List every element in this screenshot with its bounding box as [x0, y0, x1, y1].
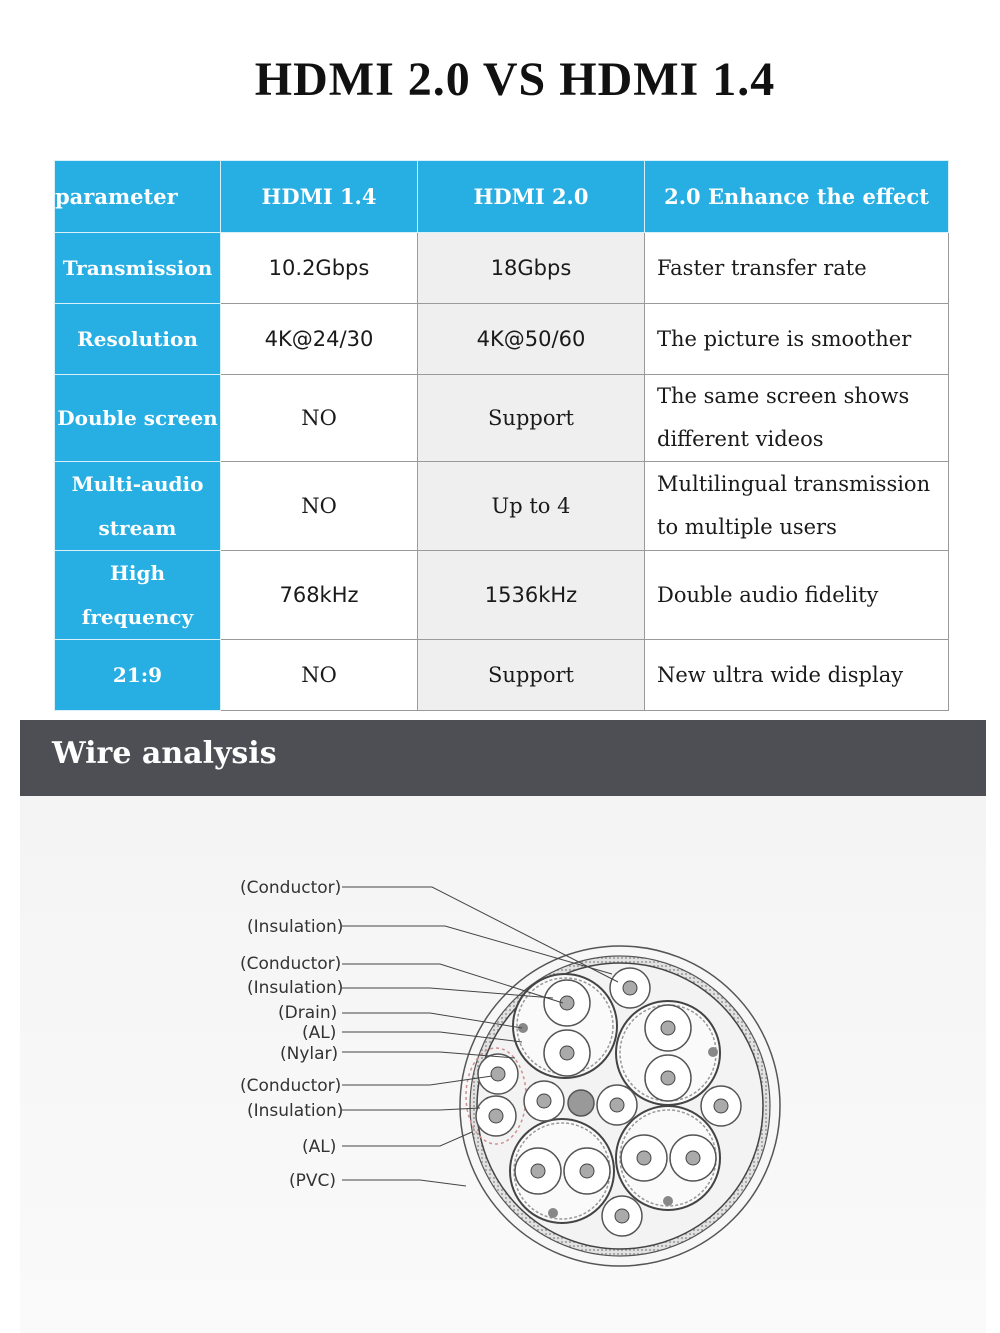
header-parameter: parameter [55, 161, 221, 233]
section-banner [20, 720, 986, 796]
hdmi14-value: 4K@24/30 [221, 304, 418, 375]
label-pvc: (PVC) [289, 1171, 337, 1191]
table-row [55, 375, 949, 462]
label-al: (AL) [302, 1137, 337, 1157]
page-title: HDMI 2.0 VS HDMI 1.4 [254, 53, 776, 106]
table-header-row [55, 161, 949, 233]
hdmi20-value: Up to 4 [418, 462, 645, 551]
table-row [55, 551, 949, 640]
label-nylar: (Nylar) [280, 1044, 339, 1064]
effect-cell: The same screen shows different videos [645, 375, 949, 462]
label-conductor: (Conductor) [240, 954, 342, 974]
label-insulation: (Insulation) [247, 1101, 344, 1121]
effect-cell: The picture is smoother [645, 304, 949, 375]
table-row [55, 462, 949, 551]
effect-cell: Double audio fidelity [645, 551, 949, 640]
param-cell: High frequency [55, 551, 221, 640]
effect-cell: New ultra wide display [645, 640, 949, 711]
twisted-pair [616, 1001, 720, 1105]
hdmi14-value: NO [221, 640, 418, 711]
hdmi14-value: 10.2Gbps [221, 233, 418, 304]
twisted-pair [513, 974, 617, 1078]
twisted-pair [616, 1106, 720, 1210]
hdmi20-value: 4K@50/60 [418, 304, 645, 375]
header-enhance-effect: 2.0 Enhance the effect [645, 161, 949, 233]
hdmi20-value: 1536kHz [418, 551, 645, 640]
header-hdmi-14: HDMI 1.4 [221, 161, 418, 233]
table-row [55, 233, 949, 304]
param-cell: Multi-audio stream [55, 462, 221, 551]
label-insulation: (Insulation) [247, 917, 344, 937]
table-row [55, 304, 949, 375]
hdmi20-value: 18Gbps [418, 233, 645, 304]
table-row [55, 640, 949, 711]
hdmi14-value: 768kHz [221, 551, 418, 640]
label-conductor: (Conductor) [240, 878, 342, 898]
label-al: (AL) [302, 1023, 337, 1043]
param-cell: Transmission [55, 233, 221, 304]
label-drain: (Drain) [278, 1003, 338, 1023]
param-cell: 21:9 [55, 640, 221, 711]
effect-cell: Multilingual transmission to multiple users [645, 462, 949, 551]
param-cell: Double screen [55, 375, 221, 462]
param-cell: Resolution [55, 304, 221, 375]
twisted-pair [510, 1119, 614, 1223]
hdmi20-value: Support [418, 375, 645, 462]
effect-cell: Faster transfer rate [645, 233, 949, 304]
section-title: Wire analysis [52, 736, 277, 771]
label-insulation: (Insulation) [247, 978, 344, 998]
hdmi14-value: NO [221, 375, 418, 462]
hdmi14-value: NO [221, 462, 418, 551]
hdmi20-value: Support [418, 640, 645, 711]
cable-cross-section-diagram [0, 796, 1000, 1333]
comparison-table [54, 160, 949, 711]
header-hdmi-20: HDMI 2.0 [418, 161, 645, 233]
label-conductor: (Conductor) [240, 1076, 342, 1096]
